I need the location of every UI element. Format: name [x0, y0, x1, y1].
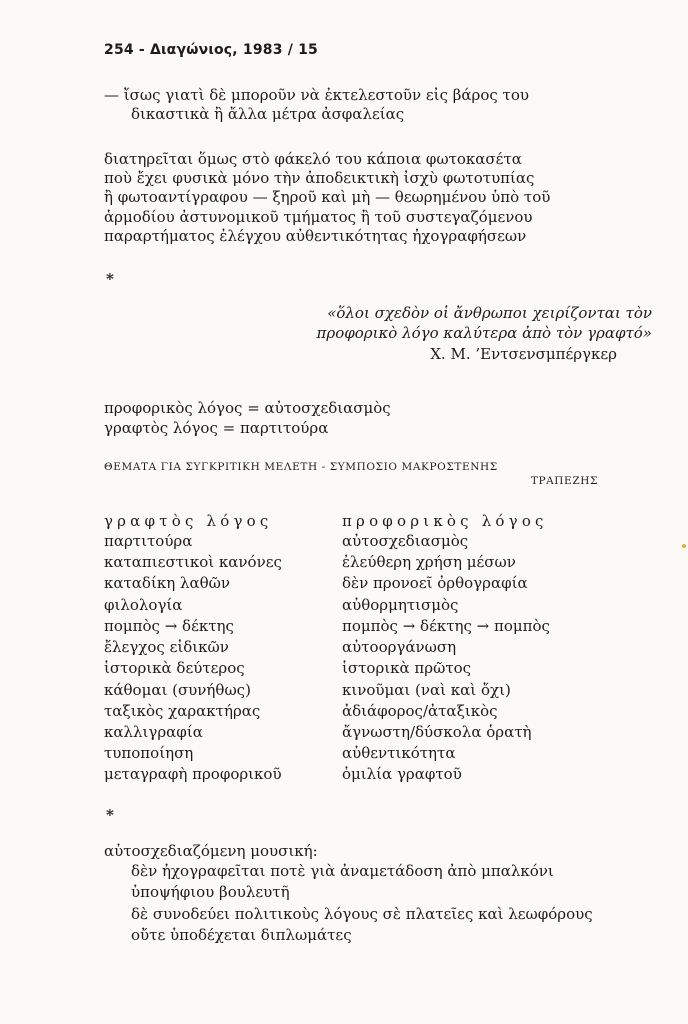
- closing-title: αὐτοσχεδιαζόμενη μουσική:: [104, 842, 318, 860]
- intro-line-2: δικαστικὰ ἢ ἄλλα μέτρα ἀσφαλείας: [131, 105, 405, 123]
- margin-speck: [682, 544, 686, 548]
- quote-line-1: «ὅλοι σχεδὸν οἱ ἄνθρωποι χειρίζονται τὸν: [327, 304, 652, 322]
- comparison-left-cell: καλλιγραφία: [104, 723, 203, 741]
- section-title-line-1: ΘΕΜΑΤΑ ΓΙΑ ΣΥΓΚΡΙΤΙΚΗ ΜΕΛΕΤΗ - ΣΥΜΠΟΣΙΟ ΜΑΚΡΟΣΤΕΝΗΣ: [104, 461, 498, 473]
- comparison-left-cell: τυποποίηση: [104, 744, 194, 762]
- comparison-right-cell: ἀδιάφορος/ἀταξικὸς: [342, 702, 498, 720]
- equation-line-1: προφορικὸς λόγος = αὐτοσχεδιασμὸς: [104, 399, 391, 417]
- separator-star: *: [106, 806, 114, 824]
- comparison-left-cell: κάθομαι (συνήθως): [104, 681, 251, 699]
- comparison-left-cell: ταξικὸς χαρακτήρας: [104, 702, 261, 720]
- paragraph-line-5: παραρτήματος ἐλέγχου αὐθεντικότητας ἠχογραφήσεων: [104, 227, 527, 245]
- closing-line-4: οὔτε ὑποδέχεται διπλωμάτες: [131, 926, 352, 944]
- comparison-right-cell: πομπὸς → δέκτης → πομπὸς: [342, 617, 550, 635]
- closing-line-1: δὲν ἠχογραφεῖται ποτὲ γιὰ ἀναμετάδοση ἀπὸ μπαλκόνι: [131, 862, 554, 880]
- comparison-right-cell: αὐτοσχεδιασμὸς: [342, 532, 469, 550]
- comparison-right-cell: αὐθορμητισμὸς: [342, 596, 459, 614]
- comparison-right-cell: δὲν προνοεῖ ὀρθογραφία: [342, 574, 528, 592]
- comparison-right-cell: ἱστορικὰ πρῶτος: [342, 659, 472, 677]
- paragraph-line-1: διατηρεῖται ὅμως στὸ φάκελό του κάποια φωτοκασέτα: [104, 150, 522, 168]
- closing-line-2: ὑποψήφιου βουλευτῆ: [131, 883, 290, 901]
- comparison-left-cell: ἱστορικὰ δεύτερος: [104, 659, 245, 677]
- comparison-left-cell: πομπὸς → δέκτης: [104, 617, 234, 635]
- comparison-right-cell: κινοῦμαι (ναὶ καὶ ὄχι): [342, 681, 511, 699]
- comparison-right-cell: αὐτοοργάνωση: [342, 638, 457, 656]
- comparison-right-cell: αὐθεντικότητα: [342, 744, 456, 762]
- comparison-left-cell: φιλολογία: [104, 596, 183, 614]
- paragraph-line-2: ποὺ ἔχει φυσικὰ μόνο τὴν ἀποδεικτικὴ ἰσχὺ φωτοτυπίας: [104, 169, 535, 187]
- separator-star: *: [106, 270, 114, 288]
- comparison-left-cell: ἔλεγχος εἰδικῶν: [104, 638, 229, 656]
- comparison-header-left: γραφτὸς λόγος: [104, 512, 273, 530]
- comparison-header-right: προφορικὸς λόγος: [342, 512, 548, 530]
- comparison-right-cell: ἐλεύθερη χρήση μέσων: [342, 553, 516, 571]
- comparison-left-cell: καταδίκη λαθῶν: [104, 574, 230, 592]
- section-title-line-2: ΤΡΑΠΕΖΗΣ: [530, 475, 598, 487]
- comparison-right-cell: ἄγνωστη/δύσκολα ὁρατὴ: [342, 723, 532, 741]
- page-header: 254 - Διαγώνιος, 1983 / 15: [104, 42, 319, 58]
- intro-line-1: — ἴσως γιατὶ δὲ μποροῦν νὰ ἐκτελεστοῦν εἰς βάρος του: [104, 86, 530, 104]
- quote-line-2: προφορικὸ λόγο καλύτερα ἀπὸ τὸν γραφτό»: [316, 324, 652, 342]
- comparison-left-cell: παρτιτούρα: [104, 532, 193, 550]
- comparison-left-cell: καταπιεστικοὶ κανόνες: [104, 553, 282, 571]
- comparison-right-cell: ὁμιλία γραφτοῦ: [342, 765, 462, 783]
- paragraph-line-4: ἁρμοδίου ἀστυνομικοῦ τμήματος ἢ τοῦ συστεγαζόμενου: [104, 208, 533, 226]
- closing-line-3: δὲ συνοδεύει πολιτικοὺς λόγους σὲ πλατεῖες καὶ λεωφόρους: [131, 905, 593, 923]
- quote-author: Χ. Μ. ’Εντσενσμπέργκερ: [430, 345, 617, 363]
- paragraph-line-3: ἢ φωτοαντίγραφου — ξηροῦ καὶ μὴ — θεωρημένου ὑπὸ τοῦ: [104, 188, 551, 206]
- equation-line-2: γραφτὸς λόγος = παρτιτούρα: [104, 419, 329, 437]
- comparison-left-cell: μεταγραφὴ προφορικοῦ: [104, 765, 282, 783]
